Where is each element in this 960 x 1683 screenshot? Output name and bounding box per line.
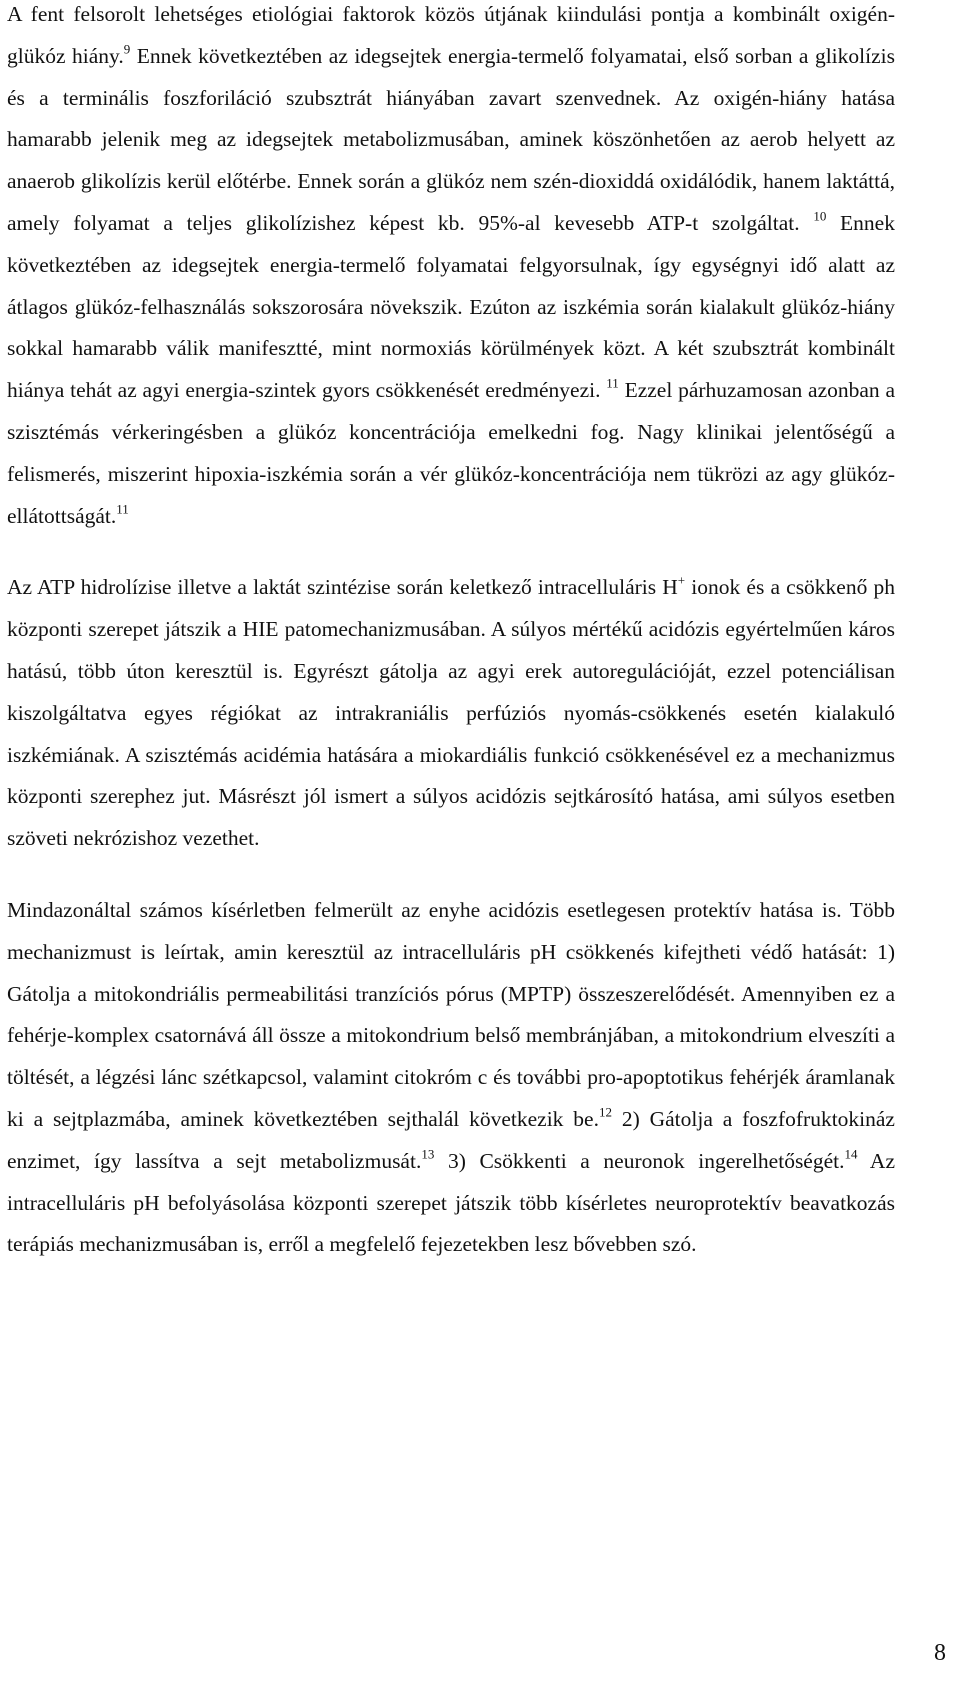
- page-number: 8: [934, 1640, 946, 1666]
- citation-marker: 12: [598, 1104, 612, 1120]
- text-run: ionok és a csökkenő ph központi szerepet játszik a HIE patomechanizmusában. A súlyos mértékű acidózis egyértelműen káros hatású, több úton keresztül is. Egyrészt gátolja az agyi erek autoregulációját, ezzel potenciálisan kiszolgáltatva egyes régiókat az intrakraniális perfúziós nyomás-csökkenés esetén kialakuló iszkémiának. A szisztémás acidémia hatására a miokardiális funkció csökkenésével ez a mechanizmus központi szerephez jut. Másrészt jól ismert a súlyos acidózis sejtkárosító hatása, ami súlyos esetben szöveti nekrózishoz vezethet.: [7, 575, 895, 851]
- document-page: [7, 0, 895, 1266]
- citation-marker: +: [677, 572, 686, 588]
- citation-marker: 11: [606, 375, 619, 391]
- text-run: Az ATP hidrolízise illetve a laktát szintézise során keletkező intracelluláris H: [7, 575, 678, 600]
- text-run: Mindazonáltal számos kísérletben felmerült az enyhe acidózis esetlegesen protektív hatása is. Több mechanizmust is leírtak, amin keresztül az intracelluláris pH csökkenés kifejtheti védő hatását: 1) Gátolja a mitokondriális permeabilitási tranzíciós pórus (MPTP) összeszerelődését. Amennyiben ez a fehérje-komplex csatornává áll össze a mitokondrium belső membránjában, a mitokondrium elveszíti a töltését, a légzési lánc szétkapcsol, valamint citokróm c és további pro-apoptotikus fehérjék áramlanak ki a sejtplazmába, aminek következtében sejthalál következik be.: [7, 897, 895, 1131]
- paragraph-atp-acidosis: [7, 567, 895, 860]
- text-run: 3) Csökkenti a neuronok ingerelhetőségét.: [434, 1148, 845, 1173]
- citation-marker: 9: [123, 41, 131, 57]
- paragraph-etiology: [7, 0, 895, 537]
- text-run: 2) Gátolja a foszfofruktokináz enzimet, így lassítva a sejt metabolizmusát.: [7, 1106, 895, 1173]
- text-run: Ennek következtében az idegsejtek energia-termelő folyamatai felgyorsulnak, így egységnyi idő alatt az átlagos glükóz-felhasználás sokszorosára növekszik. Ezúton az iszkémia során kialakult glükóz-hiány sokkal hamarabb válik manifesztté, mint normoxiás körülmények közt. A két szubsztrát kombinált hiánya tehát az agyi energia-szintek gyors csökkenését eredményezi.: [7, 210, 895, 403]
- citation-marker: 10: [813, 208, 827, 224]
- citation-marker: 14: [844, 1145, 858, 1161]
- citation-marker: 13: [421, 1145, 435, 1161]
- text-run: Az intracelluláris pH befolyásolása központi szerepet játszik több kísérletes neuroprotektív beavatkozás terápiás mechanizmusában is, erről a megfelelő fejezetekben lesz bővebben szó.: [7, 1148, 895, 1257]
- text-run: Ennek következtében az idegsejtek energia-termelő folyamatai, első sorban a glikolízis és a terminális foszforiláció szubsztrát hiányában zavart szenvednek. Az oxigén-hiány hatása hamarabb jelenik meg az idegsejtek metabolizmusában, aminek köszönhetően az aerob helyett az anaerob glikolízis kerül előtérbe. Ennek során a glükóz nem szén-dioxiddá oxidálódik, hanem laktáttá, amely folyamat a teljes glikolízishez képest kb. 95%-al kevesebb ATP-t szolgáltat.: [7, 43, 895, 235]
- paragraph-protective-acidosis: [7, 890, 895, 1266]
- text-run: A fent felsorolt lehetséges etiológiai faktorok közös útjának kiindulási pontja a kombinált oxigén-glükóz hiány.: [7, 2, 895, 68]
- citation-marker: 11: [116, 500, 129, 516]
- text-run: Ezzel párhuzamosan azonban a szisztémás vérkeringésben a glükóz koncentrációja emelkedni fog. Nagy klinikai jelentőségű a felismerés, miszerint hipoxia-iszkémia során a vér glükóz-koncentrációja nem tükrözi az agy glükóz-ellátottságát.: [7, 378, 895, 528]
